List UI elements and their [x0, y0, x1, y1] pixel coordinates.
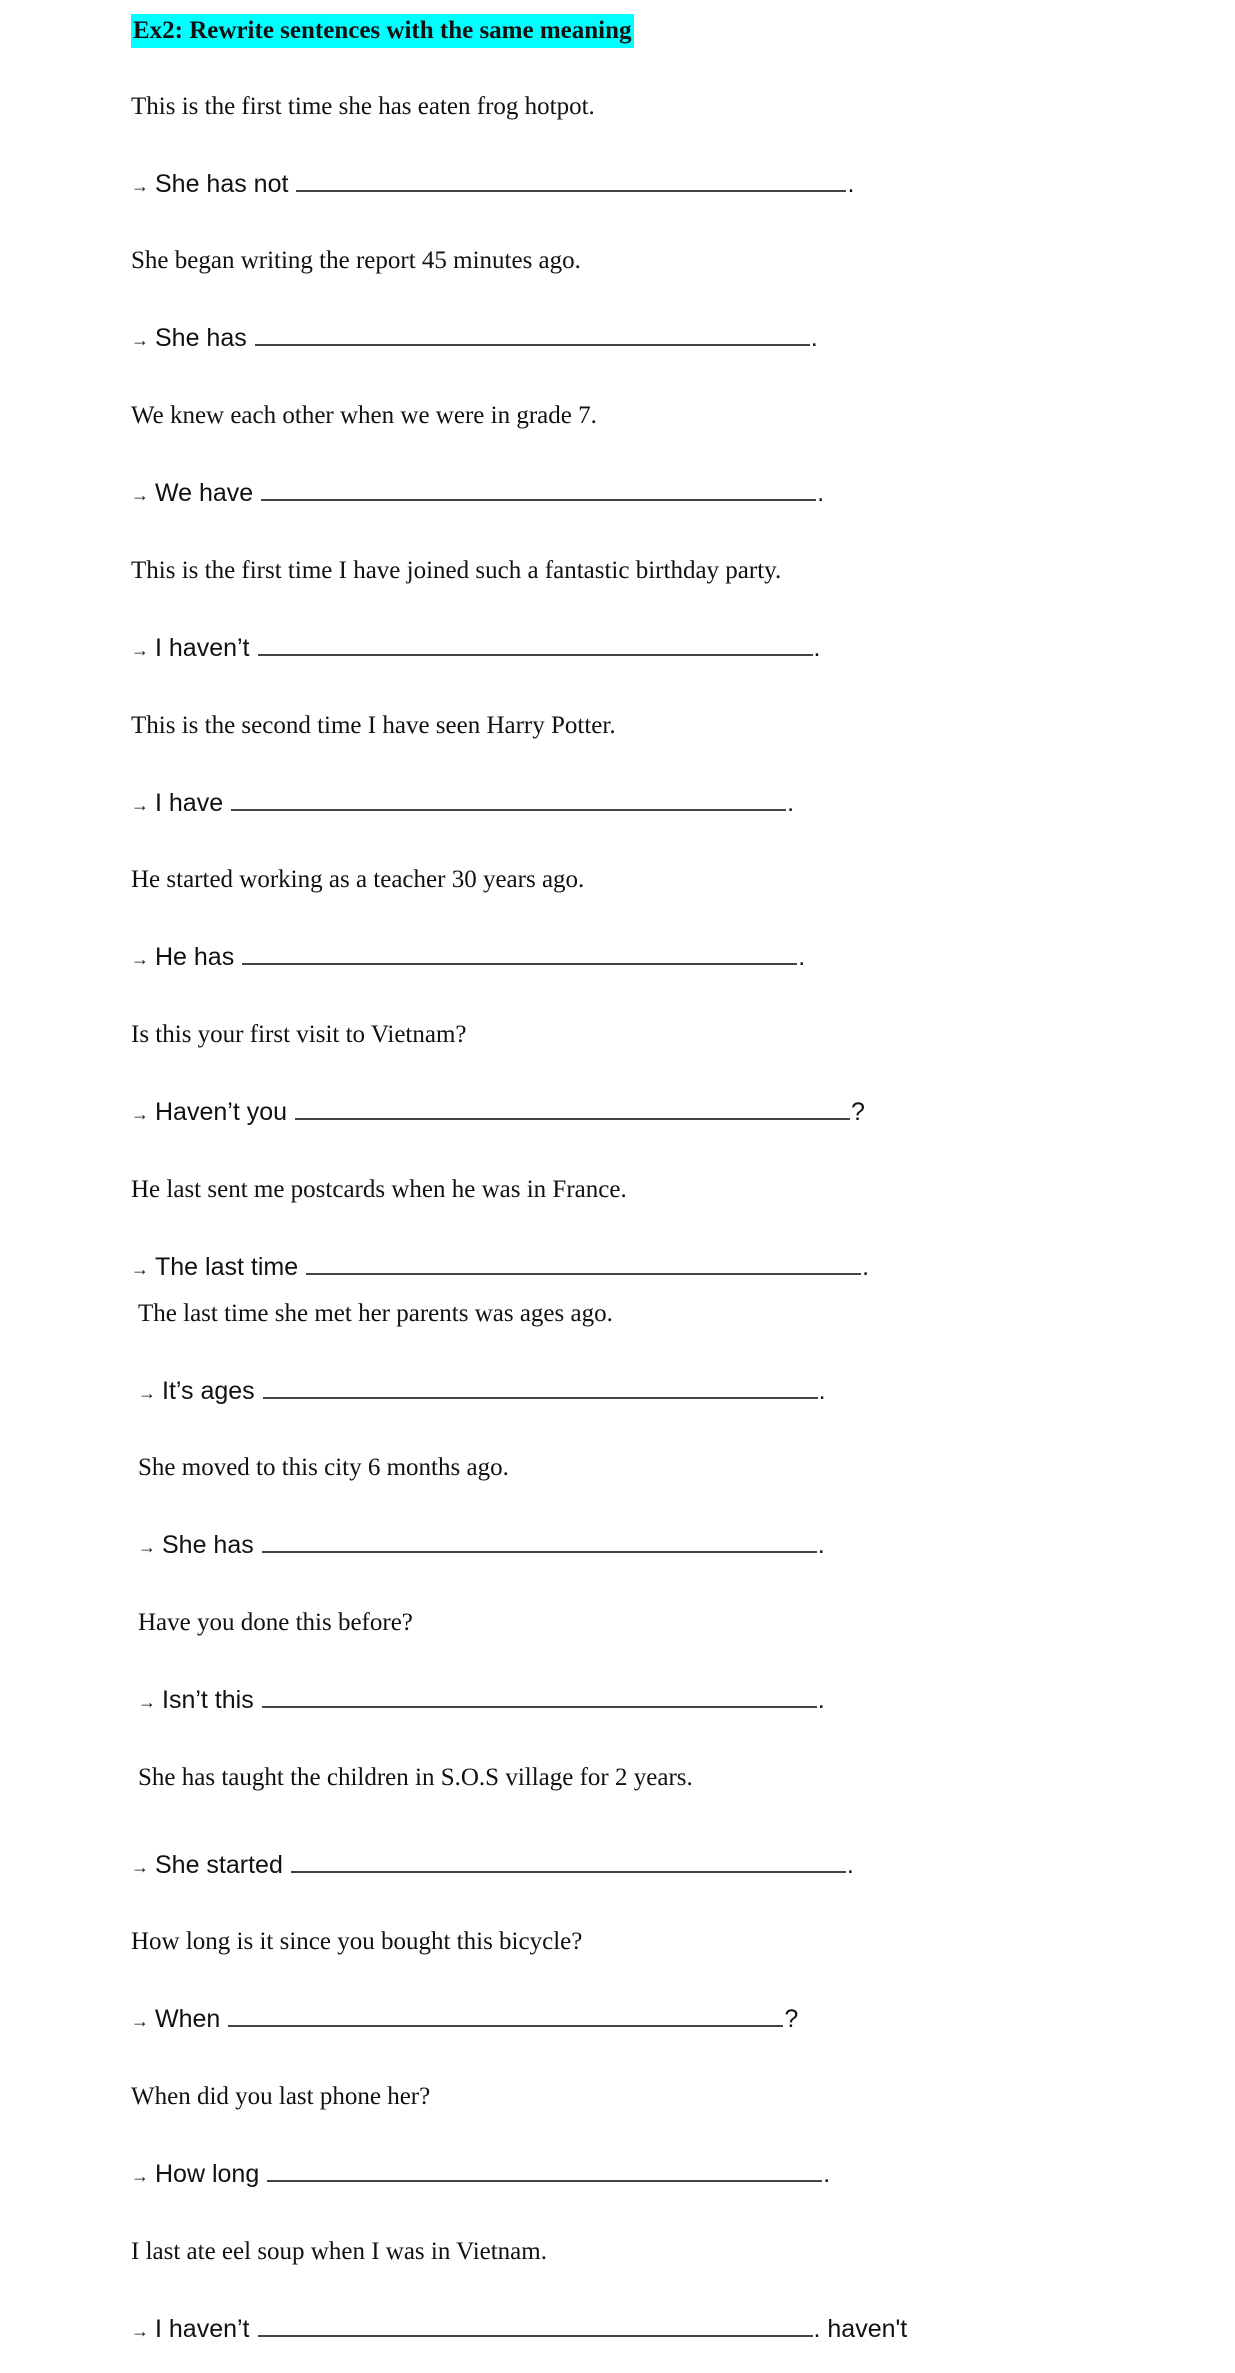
- answer-end: .: [798, 943, 806, 971]
- arrow-icon: →: [131, 2011, 149, 2031]
- answer-blank[interactable]: [296, 168, 846, 192]
- arrow-icon: →: [131, 1104, 149, 1124]
- answer-blank[interactable]: [263, 1375, 818, 1399]
- answer-line-2: [131, 322, 818, 355]
- answer-line-12: [131, 1849, 854, 1882]
- arrow-icon: →: [131, 2166, 149, 2186]
- answer-end: .: [813, 634, 821, 662]
- answer-line-9: [138, 1375, 826, 1408]
- answer-line-4: [131, 632, 820, 665]
- answer-end: .: [818, 1377, 826, 1405]
- sentence-10: She moved to this city 6 months ago.: [138, 1454, 509, 1481]
- answer-line-13: [131, 2003, 798, 2036]
- exercise-title: Ex2: Rewrite sentences with the same meaning: [131, 14, 634, 48]
- arrow-icon: →: [131, 795, 149, 815]
- answer-end: .: [846, 1851, 854, 1879]
- sentence-11: Have you done this before?: [138, 1609, 413, 1636]
- arrow-icon: →: [131, 2321, 149, 2341]
- sentence-1: This is the first time she has eaten frog hotpot.: [131, 93, 595, 120]
- answer-end: .: [817, 1531, 825, 1559]
- answer-blank[interactable]: [262, 1684, 817, 1708]
- answer-prompt: She has: [162, 1531, 254, 1559]
- answer-blank[interactable]: [306, 1251, 861, 1275]
- sentence-5: This is the second time I have seen Harry Potter.: [131, 712, 616, 739]
- answer-prompt: She has not: [155, 170, 289, 198]
- sentence-13: How long is it since you bought this bicycle?: [131, 1928, 583, 1955]
- sentence-3: We knew each other when we were in grade 7.: [131, 402, 597, 429]
- answer-line-1: [131, 168, 854, 201]
- answer-end: .: [862, 1253, 870, 1281]
- answer-blank[interactable]: [261, 477, 816, 501]
- answer-end: . haven't: [813, 2315, 908, 2343]
- answer-prompt: He has: [155, 943, 235, 971]
- answer-blank[interactable]: [267, 2158, 822, 2182]
- answer-end: .: [823, 2160, 831, 2188]
- answer-blank[interactable]: [231, 787, 786, 811]
- answer-line-7: [131, 1096, 865, 1129]
- answer-blank[interactable]: [262, 1529, 817, 1553]
- arrow-icon: →: [131, 640, 149, 660]
- answer-prompt: When: [155, 2005, 221, 2033]
- answer-line-11: [138, 1684, 825, 1717]
- answer-blank[interactable]: [228, 2003, 783, 2027]
- answer-blank[interactable]: [291, 1849, 846, 1873]
- sentence-9: The last time she met her parents was ages ago.: [138, 1300, 613, 1327]
- sentence-2: She began writing the report 45 minutes ago.: [131, 247, 581, 274]
- answer-end: .: [847, 170, 855, 198]
- answer-end: .: [817, 1686, 825, 1714]
- sentence-7: Is this your first visit to Vietnam?: [131, 1021, 467, 1048]
- answer-prompt: She has: [155, 324, 247, 352]
- arrow-icon: →: [131, 949, 149, 969]
- answer-line-6: [131, 941, 805, 974]
- answer-prompt: I have: [155, 789, 224, 817]
- answer-prompt: I haven’t: [155, 634, 250, 662]
- arrow-icon: →: [138, 1692, 156, 1712]
- answer-end: .: [810, 324, 818, 352]
- arrow-icon: →: [131, 330, 149, 350]
- answer-line-15: [131, 2313, 907, 2346]
- answer-end: .: [817, 479, 825, 507]
- answer-line-10: [138, 1529, 825, 1562]
- sentence-8: He last sent me postcards when he was in France.: [131, 1176, 627, 1203]
- answer-prompt: How long: [155, 2160, 260, 2188]
- answer-prompt: It’s ages: [162, 1377, 255, 1405]
- arrow-icon: →: [131, 1857, 149, 1877]
- answer-prompt: I haven’t: [155, 2315, 250, 2343]
- sentence-15: I last ate eel soup when I was in Vietnam.: [131, 2238, 547, 2265]
- sentence-4: This is the first time I have joined such a fantastic birthday party.: [131, 557, 782, 584]
- answer-end: ?: [784, 2005, 799, 2033]
- answer-line-3: [131, 477, 824, 510]
- arrow-icon: →: [138, 1383, 156, 1403]
- arrow-icon: →: [131, 1259, 149, 1279]
- answer-line-8: [131, 1251, 869, 1284]
- answer-prompt: She started: [155, 1851, 283, 1879]
- answer-prompt: Haven’t you: [155, 1098, 288, 1126]
- sentence-6: He started working as a teacher 30 years ago.: [131, 866, 585, 893]
- answer-blank[interactable]: [258, 2313, 813, 2337]
- sentence-12: She has taught the children in S.O.S village for 2 years.: [138, 1764, 693, 1791]
- arrow-icon: →: [131, 176, 149, 196]
- answer-blank[interactable]: [258, 632, 813, 656]
- answer-line-14: [131, 2158, 830, 2191]
- answer-end: .: [787, 789, 795, 817]
- answer-prompt: We have: [155, 479, 254, 507]
- answer-prompt: Isn’t this: [162, 1686, 254, 1714]
- answer-line-5: [131, 787, 794, 820]
- answer-blank[interactable]: [295, 1096, 850, 1120]
- answer-blank[interactable]: [242, 941, 797, 965]
- answer-end: ?: [851, 1098, 865, 1126]
- answer-prompt: The last time: [155, 1253, 299, 1281]
- answer-blank[interactable]: [255, 322, 810, 346]
- arrow-icon: →: [131, 485, 149, 505]
- arrow-icon: →: [138, 1537, 156, 1557]
- sentence-14: When did you last phone her?: [131, 2083, 431, 2110]
